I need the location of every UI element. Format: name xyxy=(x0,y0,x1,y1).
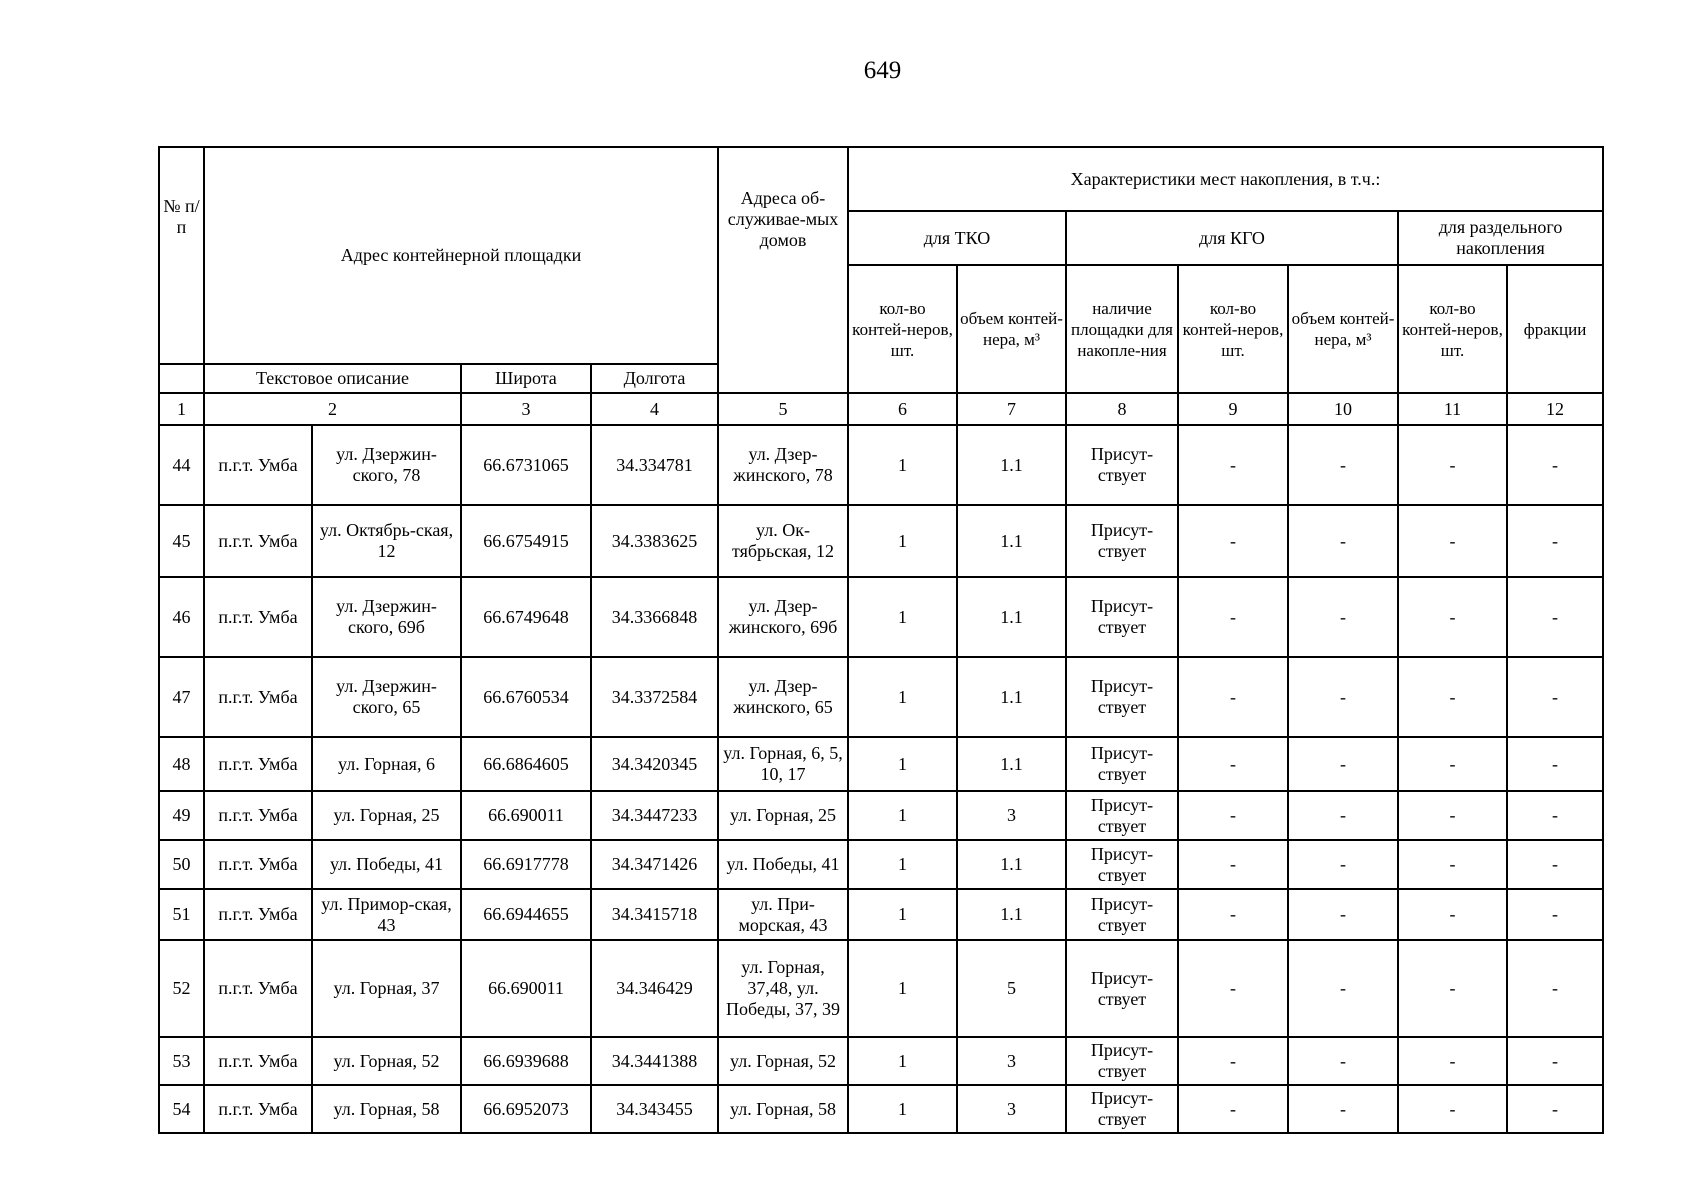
cell-served: ул. Дзер-жинского, 65 xyxy=(718,657,848,737)
cell-sep-count: - xyxy=(1398,889,1507,940)
cell-sep-count: - xyxy=(1398,840,1507,889)
cell-kgo-volume: - xyxy=(1288,791,1398,840)
cell-kgo-presence: Присут-ствует xyxy=(1066,940,1178,1037)
cell-tko-volume: 1.1 xyxy=(957,505,1066,577)
cell-street: ул. Горная, 58 xyxy=(312,1085,461,1133)
cell-latitude: 66.6952073 xyxy=(461,1085,591,1133)
cell-sep-count: - xyxy=(1398,657,1507,737)
cell-sep-fractions: - xyxy=(1507,577,1603,657)
cell-settlement: п.г.т. Умба xyxy=(204,505,312,577)
table-row xyxy=(159,889,1603,940)
cell-sep-count: - xyxy=(1398,737,1507,791)
cell-settlement: п.г.т. Умба xyxy=(204,1037,312,1085)
cell-latitude: 66.6864605 xyxy=(461,737,591,791)
cell-longitude: 34.3420345 xyxy=(591,737,718,791)
header-tko-volume: объем контей-нера, м³ xyxy=(957,265,1066,393)
cell-kgo-count: - xyxy=(1178,505,1288,577)
cell-kgo-count: - xyxy=(1178,737,1288,791)
cell-tko-count: 1 xyxy=(848,1085,957,1133)
cell-sep-fractions: - xyxy=(1507,889,1603,940)
cell-tko-count: 1 xyxy=(848,840,957,889)
cell-sep-fractions: - xyxy=(1507,1085,1603,1133)
cell-served: ул. Горная, 58 xyxy=(718,1085,848,1133)
cell-street: ул. Октябрь-ская, 12 xyxy=(312,505,461,577)
cell-sep-fractions: - xyxy=(1507,940,1603,1037)
cell-sep-fractions: - xyxy=(1507,737,1603,791)
header-separate: для раздельного накопления xyxy=(1398,211,1603,265)
header-num: № п/п xyxy=(159,147,204,364)
table-row xyxy=(159,1085,1603,1133)
cell-kgo-volume: - xyxy=(1288,657,1398,737)
cell-num: 47 xyxy=(159,657,204,737)
cell-settlement: п.г.т. Умба xyxy=(204,737,312,791)
cell-sep-count: - xyxy=(1398,1037,1507,1085)
column-number: 10 xyxy=(1288,393,1398,425)
container-sites-table xyxy=(158,146,1604,1134)
cell-kgo-presence: Присут-ствует xyxy=(1066,657,1178,737)
cell-kgo-volume: - xyxy=(1288,737,1398,791)
cell-num: 50 xyxy=(159,840,204,889)
cell-num: 45 xyxy=(159,505,204,577)
cell-sep-fractions: - xyxy=(1507,791,1603,840)
cell-street: ул. Горная, 37 xyxy=(312,940,461,1037)
column-number: 11 xyxy=(1398,393,1507,425)
table-header xyxy=(159,147,1603,425)
cell-tko-count: 1 xyxy=(848,577,957,657)
cell-kgo-volume: - xyxy=(1288,505,1398,577)
cell-kgo-presence: Присут-ствует xyxy=(1066,889,1178,940)
cell-served: ул. Дзер-жинского, 78 xyxy=(718,425,848,505)
table-row xyxy=(159,840,1603,889)
cell-num: 52 xyxy=(159,940,204,1037)
cell-street: ул. Примор-ская, 43 xyxy=(312,889,461,940)
cell-sep-count: - xyxy=(1398,791,1507,840)
cell-longitude: 34.3471426 xyxy=(591,840,718,889)
cell-longitude: 34.346429 xyxy=(591,940,718,1037)
cell-kgo-volume: - xyxy=(1288,940,1398,1037)
table-row xyxy=(159,657,1603,737)
cell-tko-count: 1 xyxy=(848,737,957,791)
cell-sep-fractions: - xyxy=(1507,657,1603,737)
cell-longitude: 34.334781 xyxy=(591,425,718,505)
column-number: 7 xyxy=(957,393,1066,425)
cell-kgo-presence: Присут-ствует xyxy=(1066,1037,1178,1085)
cell-kgo-presence: Присут-ствует xyxy=(1066,425,1178,505)
cell-settlement: п.г.т. Умба xyxy=(204,1085,312,1133)
cell-tko-volume: 1.1 xyxy=(957,577,1066,657)
cell-served: ул. Победы, 41 xyxy=(718,840,848,889)
cell-tko-count: 1 xyxy=(848,657,957,737)
cell-kgo-count: - xyxy=(1178,889,1288,940)
cell-tko-volume: 1.1 xyxy=(957,889,1066,940)
cell-longitude: 34.3372584 xyxy=(591,657,718,737)
cell-sep-count: - xyxy=(1398,425,1507,505)
cell-kgo-presence: Присут-ствует xyxy=(1066,840,1178,889)
cell-served: ул. Горная, 37,48, ул. Победы, 37, 39 xyxy=(718,940,848,1037)
cell-settlement: п.г.т. Умба xyxy=(204,657,312,737)
column-number: 8 xyxy=(1066,393,1178,425)
header-sep-count: кол-во контей-неров, шт. xyxy=(1398,265,1507,393)
table-row xyxy=(159,1037,1603,1085)
cell-street: ул. Дзержин-ского, 78 xyxy=(312,425,461,505)
column-number: 4 xyxy=(591,393,718,425)
cell-kgo-count: - xyxy=(1178,1037,1288,1085)
cell-settlement: п.г.т. Умба xyxy=(204,940,312,1037)
header-container-address: Адрес контейнерной площадки xyxy=(204,147,718,364)
cell-kgo-volume: - xyxy=(1288,840,1398,889)
cell-latitude: 66.6749648 xyxy=(461,577,591,657)
cell-sep-count: - xyxy=(1398,940,1507,1037)
cell-num: 49 xyxy=(159,791,204,840)
header-num-continued xyxy=(159,364,204,393)
cell-kgo-count: - xyxy=(1178,940,1288,1037)
cell-kgo-count: - xyxy=(1178,657,1288,737)
cell-latitude: 66.690011 xyxy=(461,940,591,1037)
cell-num: 53 xyxy=(159,1037,204,1085)
cell-street: ул. Победы, 41 xyxy=(312,840,461,889)
cell-sep-fractions: - xyxy=(1507,425,1603,505)
cell-kgo-presence: Присут-ствует xyxy=(1066,737,1178,791)
cell-settlement: п.г.т. Умба xyxy=(204,577,312,657)
cell-sep-fractions: - xyxy=(1507,840,1603,889)
cell-sep-count: - xyxy=(1398,577,1507,657)
cell-longitude: 34.3441388 xyxy=(591,1037,718,1085)
cell-tko-volume: 1.1 xyxy=(957,840,1066,889)
cell-street: ул. Горная, 52 xyxy=(312,1037,461,1085)
cell-longitude: 34.3415718 xyxy=(591,889,718,940)
cell-tko-count: 1 xyxy=(848,889,957,940)
page-number: 649 xyxy=(863,57,902,84)
column-number: 5 xyxy=(718,393,848,425)
header-kgo-volume: объем контей-нера, м³ xyxy=(1288,265,1398,393)
cell-sep-fractions: - xyxy=(1507,1037,1603,1085)
cell-num: 46 xyxy=(159,577,204,657)
cell-kgo-presence: Присут-ствует xyxy=(1066,505,1178,577)
cell-kgo-count: - xyxy=(1178,577,1288,657)
cell-kgo-volume: - xyxy=(1288,889,1398,940)
cell-sep-count: - xyxy=(1398,1085,1507,1133)
cell-sep-count: - xyxy=(1398,505,1507,577)
cell-served: ул. Горная, 6, 5, 10, 17 xyxy=(718,737,848,791)
header-kgo-presence: наличие площадки для накопле-ния xyxy=(1066,265,1178,393)
cell-latitude: 66.6939688 xyxy=(461,1037,591,1085)
cell-kgo-presence: Присут-ствует xyxy=(1066,1085,1178,1133)
cell-tko-count: 1 xyxy=(848,791,957,840)
cell-tko-volume: 3 xyxy=(957,1085,1066,1133)
cell-longitude: 34.3383625 xyxy=(591,505,718,577)
table-row xyxy=(159,940,1603,1037)
column-number: 6 xyxy=(848,393,957,425)
cell-tko-count: 1 xyxy=(848,1037,957,1085)
table-row xyxy=(159,577,1603,657)
cell-settlement: п.г.т. Умба xyxy=(204,889,312,940)
table-body xyxy=(159,425,1603,1133)
cell-num: 44 xyxy=(159,425,204,505)
cell-latitude: 66.6944655 xyxy=(461,889,591,940)
cell-sep-fractions: - xyxy=(1507,505,1603,577)
cell-num: 48 xyxy=(159,737,204,791)
header-text-description: Текстовое описание xyxy=(204,364,461,393)
cell-settlement: п.г.т. Умба xyxy=(204,840,312,889)
cell-latitude: 66.6917778 xyxy=(461,840,591,889)
cell-num: 54 xyxy=(159,1085,204,1133)
cell-longitude: 34.3366848 xyxy=(591,577,718,657)
cell-served: ул. Горная, 52 xyxy=(718,1037,848,1085)
cell-latitude: 66.6754915 xyxy=(461,505,591,577)
cell-tko-count: 1 xyxy=(848,940,957,1037)
cell-kgo-count: - xyxy=(1178,425,1288,505)
cell-settlement: п.г.т. Умба xyxy=(204,791,312,840)
cell-street: ул. Дзержин-ского, 65 xyxy=(312,657,461,737)
header-tko: для ТКО xyxy=(848,211,1066,265)
table-row xyxy=(159,737,1603,791)
cell-served: ул. Ок-тябрьская, 12 xyxy=(718,505,848,577)
cell-tko-volume: 1.1 xyxy=(957,737,1066,791)
column-number: 9 xyxy=(1178,393,1288,425)
column-number: 3 xyxy=(461,393,591,425)
cell-longitude: 34.3447233 xyxy=(591,791,718,840)
cell-served: ул. Дзер-жинского, 69б xyxy=(718,577,848,657)
cell-tko-volume: 1.1 xyxy=(957,657,1066,737)
cell-kgo-volume: - xyxy=(1288,1037,1398,1085)
cell-num: 51 xyxy=(159,889,204,940)
cell-street: ул. Дзержин-ского, 69б xyxy=(312,577,461,657)
table-row xyxy=(159,505,1603,577)
cell-kgo-count: - xyxy=(1178,840,1288,889)
header-sep-fractions: фракции xyxy=(1507,265,1603,393)
header-longitude: Долгота xyxy=(591,364,718,393)
header-served-addresses: Адреса об-служивае-мых домов xyxy=(718,147,848,393)
header-kgo: для КГО xyxy=(1066,211,1398,265)
header-tko-count: кол-во контей-неров, шт. xyxy=(848,265,957,393)
cell-kgo-volume: - xyxy=(1288,1085,1398,1133)
cell-latitude: 66.6731065 xyxy=(461,425,591,505)
column-number-row xyxy=(159,393,1603,425)
cell-kgo-count: - xyxy=(1178,791,1288,840)
cell-street: ул. Горная, 25 xyxy=(312,791,461,840)
table-row xyxy=(159,791,1603,840)
cell-tko-count: 1 xyxy=(848,425,957,505)
table-row xyxy=(159,425,1603,505)
cell-kgo-volume: - xyxy=(1288,577,1398,657)
header-latitude: Широта xyxy=(461,364,591,393)
cell-longitude: 34.343455 xyxy=(591,1085,718,1133)
cell-settlement: п.г.т. Умба xyxy=(204,425,312,505)
cell-tko-count: 1 xyxy=(848,505,957,577)
cell-kgo-count: - xyxy=(1178,1085,1288,1133)
cell-kgo-volume: - xyxy=(1288,425,1398,505)
cell-latitude: 66.6760534 xyxy=(461,657,591,737)
cell-kgo-presence: Присут-ствует xyxy=(1066,791,1178,840)
column-number: 1 xyxy=(159,393,204,425)
cell-tko-volume: 1.1 xyxy=(957,425,1066,505)
column-number: 12 xyxy=(1507,393,1603,425)
cell-tko-volume: 3 xyxy=(957,791,1066,840)
cell-tko-volume: 3 xyxy=(957,1037,1066,1085)
cell-kgo-presence: Присут-ствует xyxy=(1066,577,1178,657)
cell-tko-volume: 5 xyxy=(957,940,1066,1037)
header-characteristics: Характеристики мест накопления, в т.ч.: xyxy=(848,147,1603,211)
cell-served: ул. При-морская, 43 xyxy=(718,889,848,940)
cell-latitude: 66.690011 xyxy=(461,791,591,840)
cell-street: ул. Горная, 6 xyxy=(312,737,461,791)
column-number: 2 xyxy=(204,393,461,425)
cell-served: ул. Горная, 25 xyxy=(718,791,848,840)
header-kgo-count: кол-во контей-неров, шт. xyxy=(1178,265,1288,393)
